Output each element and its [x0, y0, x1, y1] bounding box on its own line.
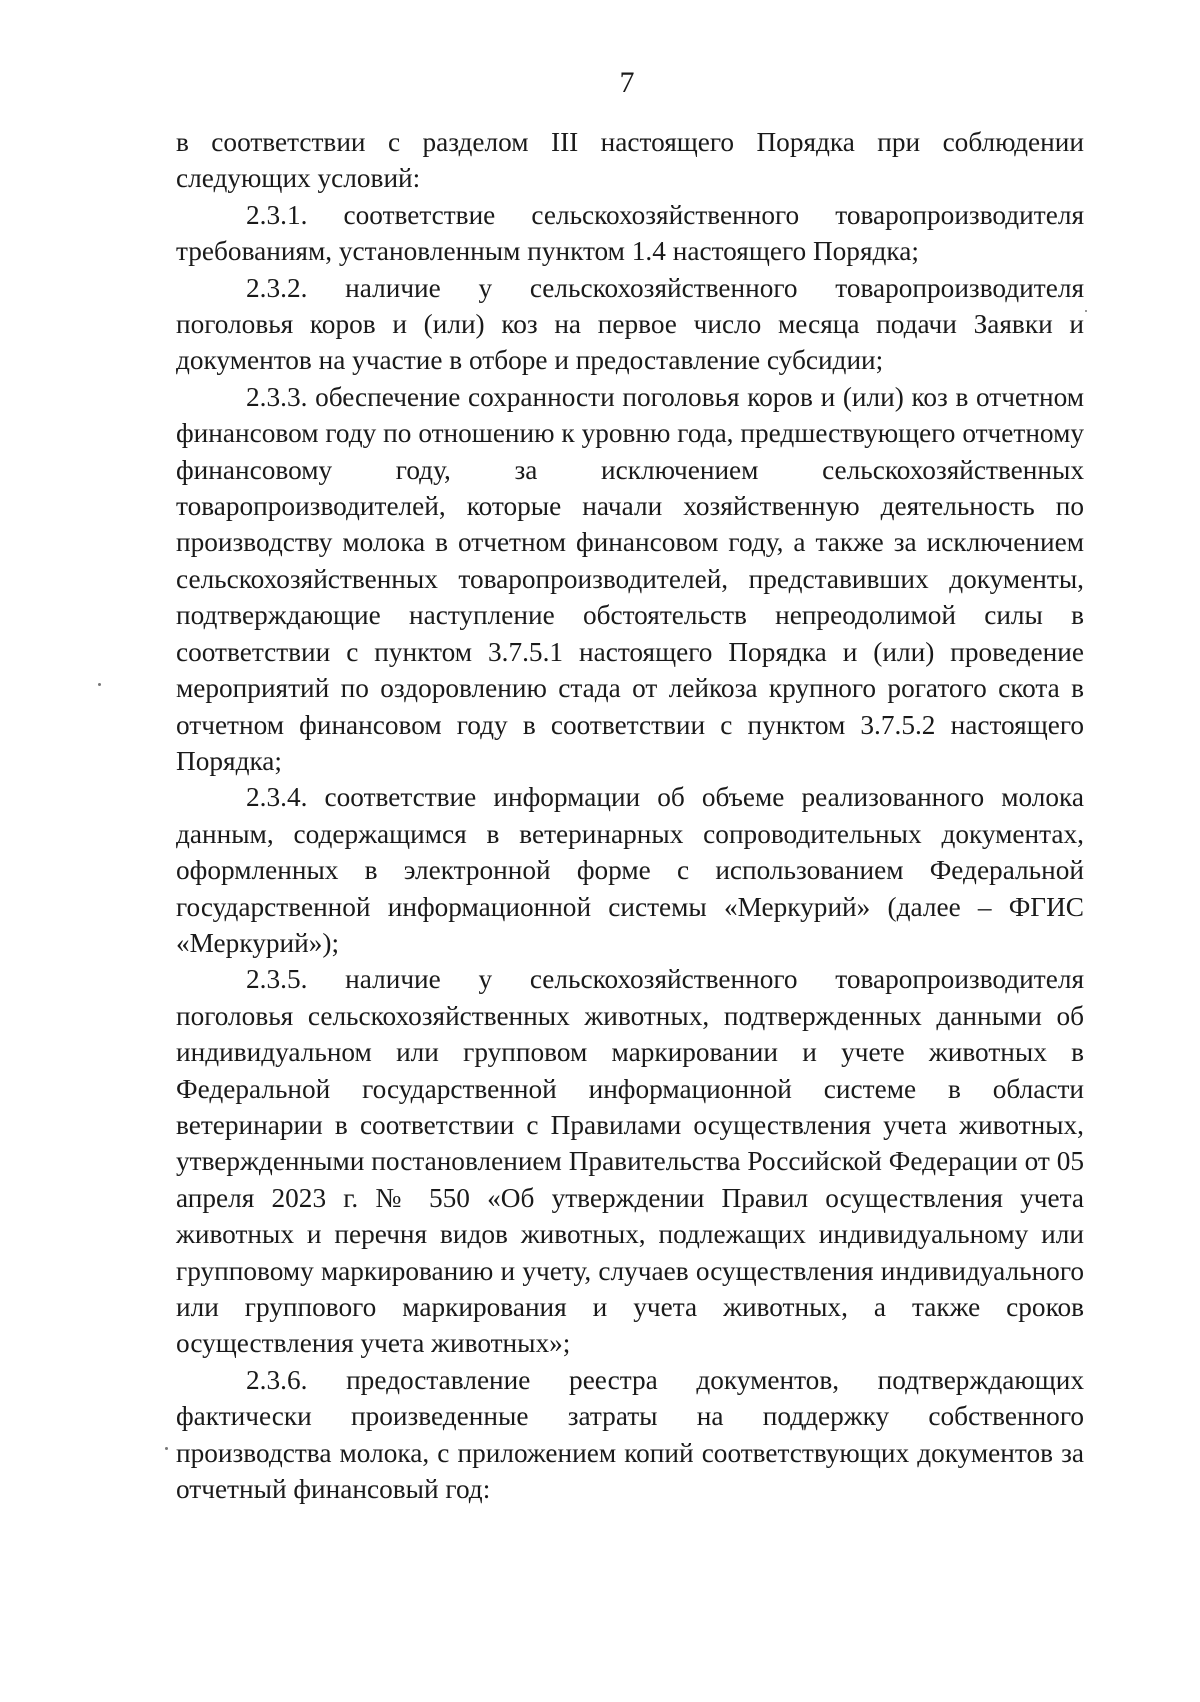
paragraph-2-3-2: 2.3.2. наличие у сельскохозяйственного товаропроизводителя поголовья коров и (или) коз на первое число месяца подачи Заявки и документов на участие в отборе и предоставление субсидии;: [176, 272, 1084, 376]
page-number: 7: [619, 66, 635, 99]
paragraph-2-3-4: 2.3.4. соответствие информации об объеме реализованного молока данным, содержащимся в ветеринарных сопроводительных документах, оформленных в электронной форме с использованием Федеральной государственной информационной системы «Меркурий» (далее – ФГИС «Меркурий»);: [176, 782, 1084, 958]
paragraph-intro: в соответствии с разделом III настоящего Порядка при соблюдении следующих условий:: [176, 127, 1084, 194]
paragraph-2-3-1: 2.3.1. соответствие сельскохозяйственного товаропроизводителя требованиям, установленным пунктом 1.4 настоящего Порядка;: [176, 199, 1084, 267]
scan-speck: [98, 683, 101, 686]
document-body: [176, 124, 1084, 1507]
paragraph-2-3-3: 2.3.3. обеспечение сохранности поголовья коров и (или) коз в отчетном финансовом году по отношению к уровню года, предшествующего отчетному финансовому году, за исключением сельскохозяйственных товаропроизводителей, которые начали хозяйственную деятельность по производству молока в отчетном финансовом году, а также за исключением сельскохозяйственных товаропроизводителей, представивших документы, подтверждающие наступление обстоятельств непреодолимой силы в соответствии с пунктом 3.7.5.1 настоящего Порядка и (или) проведение мероприятий по оздоровлению стада от лейкоза крупного рогатого скота в отчетном финансовом году в соответствии с пунктом 3.7.5.2 настоящего Порядка;: [176, 381, 1084, 776]
paragraph-2-3-6: 2.3.6. предоставление реестра документов, подтверждающих фактически произведенные затраты на поддержку собственного производства молока, с приложением копий соответствующих документов за отчетный финансовый год:: [176, 1364, 1084, 1505]
scan-speck: [165, 1447, 168, 1450]
paragraph-2-3-5: 2.3.5. наличие у сельскохозяйственного товаропроизводителя поголовья сельскохозяйственных животных, подтвержденных данными об индивидуальном или групповом маркировании и учете животных в Федеральной государственной информационной системе в области ветеринарии в соответствии с Правилами осуществления учета животных, утвержденными постановлением Правительства Российской Федерации от 05 апреля 2023 г. № 550 «Об утверждении Правил осуществления учета животных и перечня видов животных, подлежащих индивидуальному или групповому маркированию и учету, случаев осуществления индивидуального или группового маркирования и учета животных, а также сроков осуществления учета животных»;: [176, 964, 1084, 1359]
scan-speck: [1085, 310, 1087, 312]
